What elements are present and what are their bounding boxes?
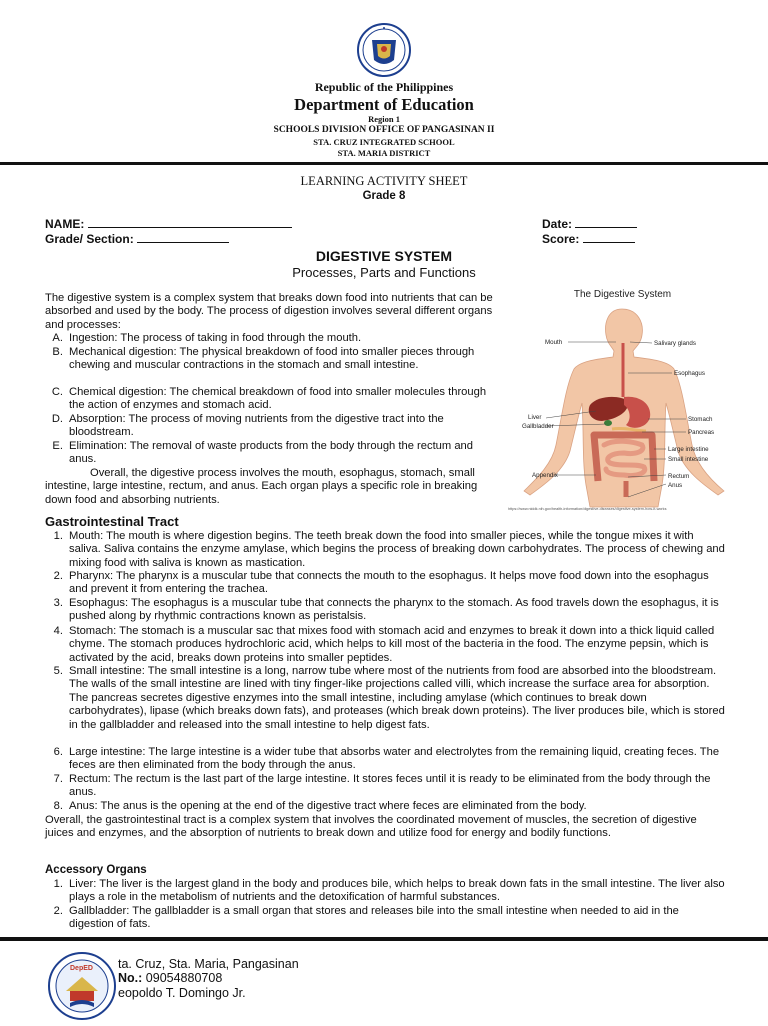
gi-marker: 5. xyxy=(53,665,63,677)
gi-marker: 4. xyxy=(53,625,63,637)
footer-address: ta. Cruz, Sta. Maria, Pangasinan xyxy=(118,957,299,971)
deped-seal xyxy=(348,22,420,78)
date-label: Date: xyxy=(542,217,573,231)
gi-marker: 3. xyxy=(53,597,63,609)
label-salivary-glands: Salivary glands xyxy=(654,340,696,347)
topic-title: DIGESTIVE SYSTEM xyxy=(315,248,453,264)
digestive-diagram xyxy=(508,285,725,515)
label-gallbladder: Gallbladder xyxy=(522,423,554,430)
gi-marker: 7. xyxy=(53,773,63,785)
gi-text: Small intestine: The small intestine is a long, narrow tube where most of the nutrients from food are absorbed into the bloodstream. The walls of the small intestine are lined with tiny finger-like projections called villi, which increase the surface area for absorption. The pancreas secretes digestive enzymes into the small intestine, including amylase (which continues to break down carbohydrates), lipase (which breaks down fats), and proteases (which break down proteins). The liver produces bile, which is stored in the gallbladder and released into the small intestine to help digest fats. xyxy=(69,665,725,731)
process-marker: D. xyxy=(51,413,63,425)
name-label: NAME: xyxy=(45,217,85,231)
topic-subtitle: Processes, Parts and Functions xyxy=(292,265,476,280)
process-marker: E. xyxy=(52,440,63,452)
diagram-title: The Digestive System xyxy=(573,289,672,300)
gi-marker: 8. xyxy=(53,800,63,812)
sheet-title: LEARNING ACTIVITY SHEET xyxy=(300,174,468,188)
footer-rule xyxy=(0,937,768,941)
accessory-marker: 1. xyxy=(53,878,63,890)
contact-label: No.: xyxy=(118,971,143,985)
accessory-text: Liver: The liver is the largest gland in the body and produces bile, which helps to break down fats in the small intestine. The liver also plays a role in the metabolism of nutrients and the detoxification of harmful substances. xyxy=(69,878,725,904)
score-field[interactable] xyxy=(542,231,635,246)
contact-number: 09054880708 xyxy=(145,971,223,985)
grade-label: Grade 8 xyxy=(362,190,406,202)
section-label: Grade/ Section: xyxy=(45,232,134,246)
label-esophagus: Esophagus xyxy=(674,370,705,377)
intro-overall: Overall, the digestive process involves the mouth, esophagus, stomach, small intestine, large intestine, rectum, and anus. Each organ plays a specific role in breaking down food and absorbing nutrients. xyxy=(45,467,478,506)
section-blank[interactable] xyxy=(137,231,229,243)
process-marker: C. xyxy=(51,386,63,398)
name-blank[interactable] xyxy=(88,216,292,228)
gi-marker: 1. xyxy=(53,530,63,542)
process-marker: A. xyxy=(52,332,63,344)
gi-text: Stomach: The stomach is a muscular sac that mixes food with stomach acid and enzymes to break it down into a thick liquid called chyme. The stomach produces hydrochloric acid, which helps to kill most of the bacteria in the food. The enzyme pepsin, which is activated by the acid, breaks down proteins into smaller peptides. xyxy=(69,625,715,664)
department-name: Department of Education xyxy=(294,95,474,114)
label-rectum: Rectum xyxy=(668,473,690,480)
label-liver: Liver xyxy=(528,414,542,421)
gi-text: Anus: The anus is the opening at the end of the digestive tract where feces are eliminated from the body. xyxy=(69,800,587,812)
gi-text: Large intestine: The large intestine is a wider tube that absorbs water and electrolytes from the remaining liquid, creating feces. The feces are then eliminated from the body through the anus. xyxy=(69,746,720,772)
process-marker: B. xyxy=(52,346,63,358)
date-blank[interactable] xyxy=(575,216,637,228)
school-logo xyxy=(44,951,120,1021)
label-small-intestine: Small intestine xyxy=(668,456,709,463)
accessory-marker: 2. xyxy=(53,905,63,917)
gi-marker: 2. xyxy=(53,570,63,582)
process-text: Elimination: The removal of waste products from the body through the rectum and anus. xyxy=(69,440,473,466)
diagram-source: https://www.niddk.nih.gov/health-information/digestive-diseases/digestive-system-how-it-works xyxy=(508,507,667,511)
process-text: Ingestion: The process of taking in food through the mouth. xyxy=(69,332,362,344)
accessory-heading: Accessory Organs xyxy=(45,864,147,876)
score-blank[interactable] xyxy=(583,231,635,243)
deped-logo: DepED xyxy=(70,965,93,972)
label-stomach: Stomach xyxy=(688,416,713,423)
division-line: SCHOOLS DIVISION OFFICE OF PANGASINAN II xyxy=(273,125,495,135)
gi-text: Mouth: The mouth is where digestion begins. The teeth break down the food into smaller pieces, while the tongue mixes it with saliva. Saliva contains the enzyme amylase, which begins the process of breaking down carbohydrates. The process of chewing and mixing food with saliva is known as mastication. xyxy=(69,530,725,569)
accessory-text: Gallbladder: The gallbladder is a small organ that stores and releases bile into the small intestine when needed to aid in the digestion of fats. xyxy=(69,905,679,931)
district-line: STA. MARIA DISTRICT xyxy=(337,148,431,158)
label-mouth: Mouth xyxy=(545,339,563,346)
name-field[interactable] xyxy=(45,216,292,231)
region-line: Region 1 xyxy=(368,114,400,124)
label-large-intestine: Large intestine xyxy=(668,446,709,453)
gallbladder-shape xyxy=(604,420,612,426)
process-text: Absorption: The process of moving nutrients from the digestive tract into the bloodstream. xyxy=(69,413,444,439)
footer-person: eopoldo T. Domingo Jr. xyxy=(118,986,246,1000)
header-rule xyxy=(0,162,768,165)
label-pancreas: Pancreas xyxy=(688,429,715,436)
school-line: STA. CRUZ INTEGRATED SCHOOL xyxy=(313,137,455,147)
intro-paragraph: The digestive system is a complex system that breaks down food into nutrients that can be absorbed and used by the body. The process of digestion involves several different organs and processes: xyxy=(45,292,493,331)
footer-contact xyxy=(118,971,222,985)
gi-overall: Overall, the gastrointestinal tract is a complex system that involves the coordinated movement of muscles, the secretion of digestive juices and enzymes, and the absorption of nutrients to break down and utilize food for energy and bodily functions. xyxy=(45,814,697,840)
gi-heading: Gastrointestinal Tract xyxy=(45,514,179,529)
process-text: Mechanical digestion: The physical breakdown of food into smaller pieces through chewing and muscular contractions in the stomach and small intestine. xyxy=(69,346,475,372)
gi-text: Rectum: The rectum is the last part of the large intestine. It stores feces until it is ready to be eliminated from the body through the anus. xyxy=(69,773,711,799)
label-appendix: Appendix xyxy=(532,472,558,479)
gi-text: Pharynx: The pharynx is a muscular tube that connects the mouth to the esophagus. It helps move food down into the esophagus and prevent it from entering the trachea. xyxy=(69,570,709,596)
section-field[interactable] xyxy=(45,231,229,246)
republic-line: Republic of the Philippines xyxy=(314,80,454,94)
process-text: Chemical digestion: The chemical breakdown of food into smaller molecules through the action of enzymes and stomach acid. xyxy=(69,386,487,412)
label-anus: Anus xyxy=(668,482,683,489)
gi-text: Esophagus: The esophagus is a muscular tube that connects the pharynx to the stomach. As food travels down the esophagus, it is pushed along by rhythmic contractions known as peristalsis. xyxy=(69,597,719,623)
gi-marker: 6. xyxy=(53,746,63,758)
date-field[interactable] xyxy=(542,216,637,231)
score-label: Score: xyxy=(542,232,580,246)
